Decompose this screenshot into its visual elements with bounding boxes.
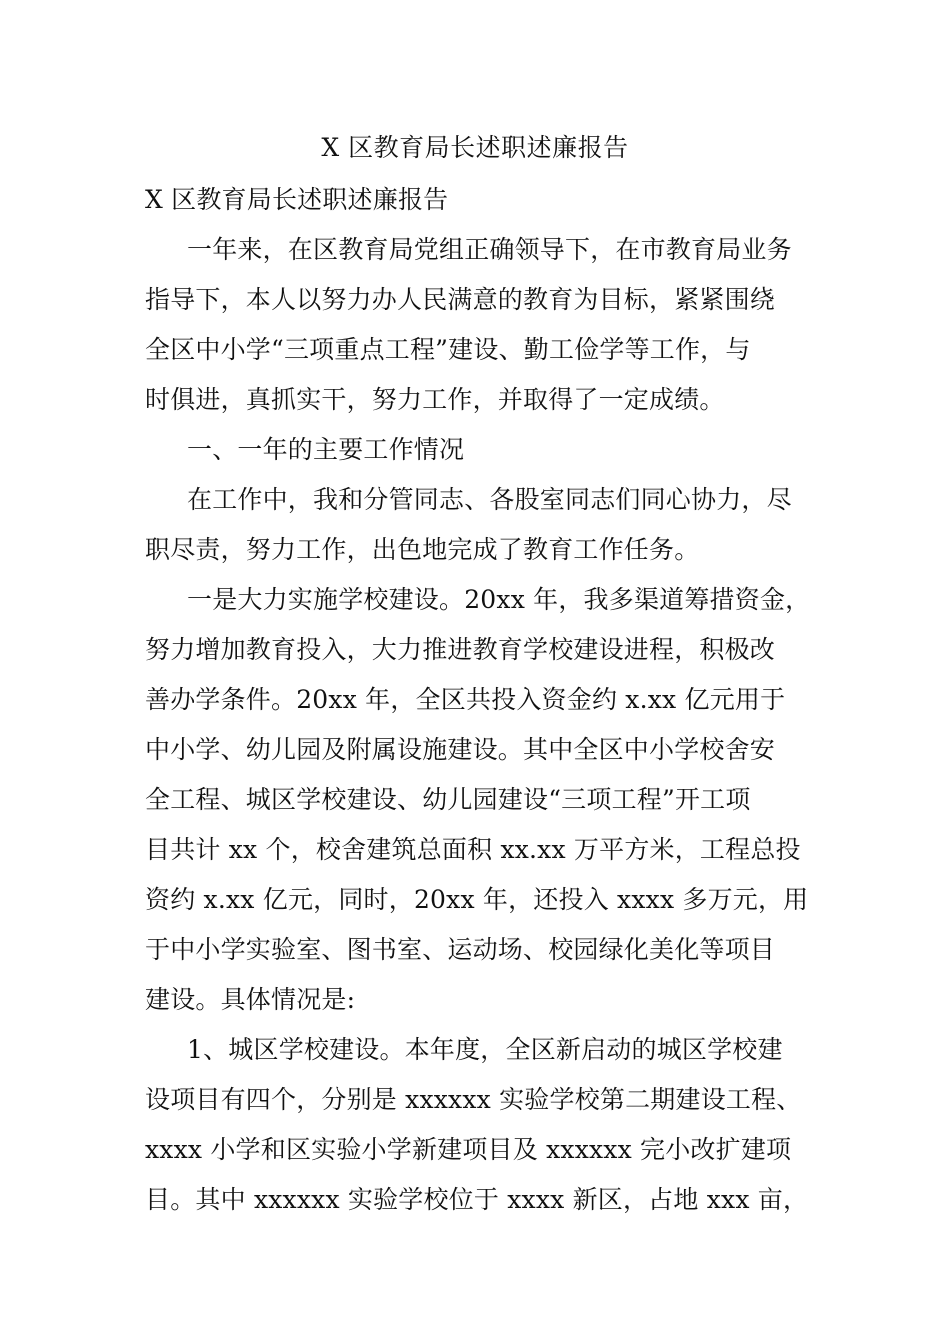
paragraph-line: 中小学、幼儿园及附属设施建设。其中全区中小学校舍安 [145,735,776,764]
paragraph-line: 建设。具体情况是: [145,985,356,1014]
paragraph-line: 设项目有四个，分别是 xxxxxx 实验学校第二期建设工程、 [145,1085,802,1114]
paragraph-line: 职尽责，努力工作，出色地完成了教育工作任务。 [145,535,700,564]
paragraph-line: 指导下，本人以努力办人民满意的教育为目标，紧紧围绕 [145,285,776,314]
paragraph-line: 时俱进，真抓实干，努力工作，并取得了一定成绩。 [145,385,725,414]
document-title: X 区教育局长述职述廉报告 [321,133,629,162]
paragraph-line: 一年来，在区教育局党组正确领导下，在市教育局业务 [187,235,792,264]
paragraph-line: 1、城区学校建设。本年度，全区新启动的城区学校建 [187,1035,783,1064]
paragraph-line: 资约 x.xx 亿元，同时，20xx 年，还投入 xxxx 多万元，用 [145,885,809,914]
paragraph-line: 在工作中，我和分管同志、各股室同志们同心协力，尽 [187,485,792,514]
paragraph-line: 目。其中 xxxxxx 实验学校位于 xxxx 新区，占地 xxx 亩， [145,1185,809,1214]
paragraph-line: 全区中小学“三项重点工程”建设、勤工俭学等工作，与 [145,335,751,364]
paragraph-line: xxxx 小学和区实验小学新建项目及 xxxxxx 完小改扩建项 [145,1135,792,1164]
paragraph-line: 全工程、城区学校建设、幼儿园建设“三项工程”开工项 [145,785,751,814]
paragraph-line: 于中小学实验室、图书室、运动场、校园绿化美化等项目 [145,935,776,964]
subtitle-line: X 区教育局长述职述廉报告 [145,185,449,214]
paragraph-line: 一是大力实施学校建设。20xx 年，我多渠道筹措资金， [187,585,811,614]
paragraph-line: 善办学条件。20xx 年，全区共投入资金约 x.xx 亿元用于 [145,685,786,714]
paragraph-line: 努力增加教育投入，大力推进教育学校建设进程，积极改 [145,635,776,664]
paragraph-line: 目共计 xx 个，校舍建筑总面积 xx.xx 万平方米，工程总投 [145,835,801,864]
section-heading: 一、一年的主要工作情况 [187,435,465,464]
